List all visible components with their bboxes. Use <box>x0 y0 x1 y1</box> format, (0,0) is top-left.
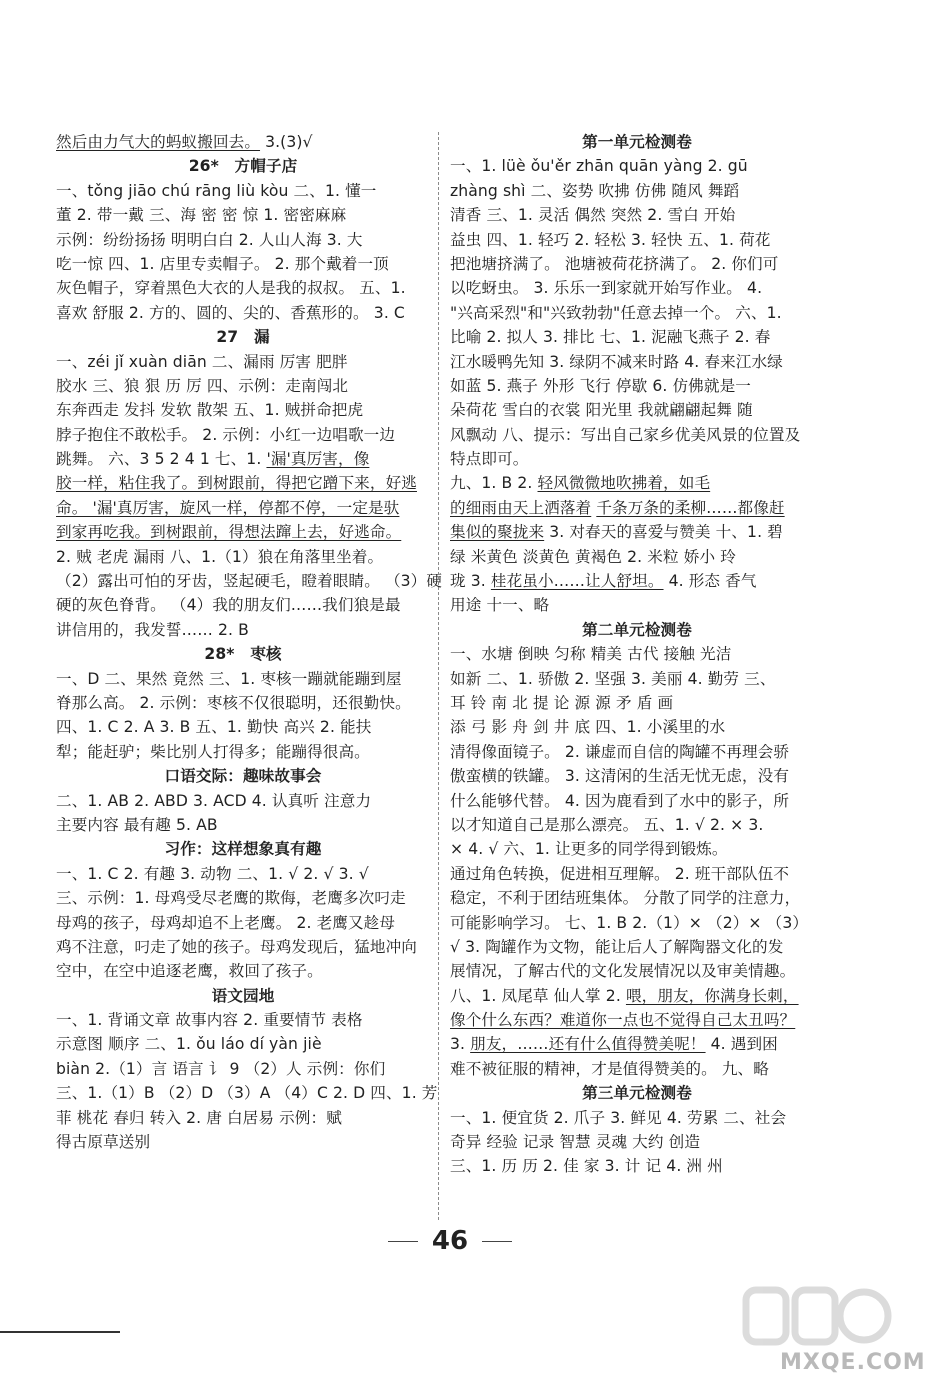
answer-line <box>450 569 824 593</box>
answer-text: 3. 对春天的喜爱与赞美 十、1. 碧 <box>544 523 783 542</box>
answer-line <box>56 496 430 520</box>
bottom-rule <box>0 1331 120 1333</box>
answer-line: 奇异 经验 记录 智慧 灵魂 大约 创造 <box>450 1133 701 1152</box>
answer-line: 一、D 二、果然 竟然 三、1. 枣核一蹦就能蹦到屋 <box>56 669 402 688</box>
answer-line: 以才知道自己是那么漂亮。 五、1. √ 2. × 3. <box>450 815 764 834</box>
answer-text: 4. 遇到困 <box>705 1035 778 1054</box>
answer-line: 吃一惊 四、1. 店里专卖帽子。 2. 那个戴着一顶 <box>56 254 389 273</box>
answer-line: 风飘动 八、提示：写出自己家乡优美风景的位置及 <box>450 425 801 444</box>
answer-line: "兴高采烈"和"兴致勃勃"任意去掉一个。 六、1. <box>450 303 782 322</box>
watermark-logo <box>740 1280 890 1352</box>
answer-line: 三、1.（1）B （2）D （3）A （4）C 2. D 四、1. 芳 <box>56 1084 438 1103</box>
underlined-answer: 胶一样，粘住我了。到树跟前，得把它蹭下来，好逃 <box>56 474 417 493</box>
answer-line <box>450 1008 824 1032</box>
answer-line: 一、1. 背诵文章 故事内容 2. 重要情节 表格 <box>56 1011 363 1030</box>
answer-line: 难不被征服的精神，才是值得赞美的。 九、略 <box>450 1059 769 1078</box>
underlined-answer: 朋友，……还有什么值得赞美呢！ <box>470 1035 706 1054</box>
answer-line: 添 弓 影 舟 剑 井 底 四、1. 小溪里的水 <box>450 718 726 737</box>
answer-line <box>450 520 824 544</box>
answer-line: 三、1. 历 历 2. 佳 家 3. 计 记 4. 洲 州 <box>450 1157 723 1176</box>
answer-line: 如蓝 5. 燕子 外形 飞行 停歇 6. 仿佛就是一 <box>450 376 751 395</box>
answer-line: 示意图 顺序 二、1. ǒu láo dí yàn jiè <box>56 1035 322 1054</box>
left-column <box>56 130 443 1154</box>
answer-line: 一、1. lüè ǒu'ěr zhān quān yàng 2. gū <box>450 157 748 176</box>
answer-line: 稳定，不利于团结班集体。 分散了同学的注意力， <box>450 889 801 908</box>
answer-line: 脊那么高。 2. 示例：枣核不仅很聪明，还很勤快。 <box>56 693 411 712</box>
answer-line: zhàng shì 二、姿势 吹拂 仿佛 随风 舞蹈 <box>450 181 740 200</box>
answer-text: 4. 形态 香气 <box>663 572 757 591</box>
answer-line <box>450 984 824 1008</box>
answer-line: 通过角色转换，促进相互理解。 2. 班干部队伍不 <box>450 864 790 883</box>
answer-line: 犁；能赶驴；柴比别人打得多；能蹦得很高。 <box>56 742 370 761</box>
underlined-answer: '漏'真厉害，像 <box>266 450 370 469</box>
answer-line: 什么能够代替。 4. 因为鹿看到了水中的影子，所 <box>450 791 790 810</box>
answer-line: 展情况，了解古代的文化发展情况以及审美情趣。 <box>450 962 796 981</box>
answer-line: 益虫 四、1. 轻巧 2. 轻松 3. 轻快 五、1. 荷花 <box>450 230 771 249</box>
answer-line: 朵荷花 雪白的衣裳 阳光里 我就翩翩起舞 随 <box>450 401 753 420</box>
underlined-answer: 到家再吃我。到树跟前，得想法蹿上去，好逃命。 <box>56 523 402 542</box>
answer-text: 八、1. 凤尾草 仙人掌 2. <box>450 986 626 1005</box>
answer-line: 傲蛮横的铁罐。 3. 这清闲的生活无忧无虑，没有 <box>450 767 790 786</box>
section-heading: 28* 枣核 <box>204 645 282 664</box>
section-heading: 习作：这样想象真有趣 <box>164 840 322 859</box>
answer-line: biàn 2.（1）言 语言 讠 9 （2）人 示例：你们 <box>56 1059 386 1078</box>
answer-line: 特点即可。 <box>450 450 529 469</box>
answer-line: 三、示例：1. 母鸡受尽老鹰的欺侮，老鹰多次叼走 <box>56 889 406 908</box>
answer-line: 一、1. 便宜货 2. 爪子 3. 鲜见 4. 劳累 二、社会 <box>450 1108 787 1127</box>
answer-line: √ 3. 陶罐作为文物，能让后人了解陶器文化的发 <box>450 937 784 956</box>
answer-line <box>56 447 430 471</box>
answer-line: 硬的灰色脊背。 （4）我的朋友们……我们狼是最 <box>56 596 401 615</box>
answer-line: （2）露出可怕的牙齿，竖起硬毛，瞪着眼睛。 （3）硬 <box>56 572 443 591</box>
answer-line: 董 2. 带一戴 三、海 密 密 惊 1. 密密麻麻 <box>56 206 347 225</box>
answer-line: 一、tǒng jiāo chú rāng liù kòu 二、1. 懂一 <box>56 181 377 200</box>
answer-line: 示例：纷纷扬扬 明明白白 2. 人山人海 3. 大 <box>56 230 363 249</box>
answer-line: 菲 桃花 春归 转入 2. 唐 白居易 示例：赋 <box>56 1108 342 1127</box>
watermark-url: MXQE.COM <box>780 1350 926 1375</box>
footer-dash-left <box>388 1241 418 1242</box>
answer-text: 3.(3)√ <box>260 133 313 151</box>
answer-line: 喜欢 舒服 2. 方的、圆的、尖的、香蕉形的。 3. C <box>56 303 405 322</box>
underlined-answer: 命。 '漏'真厉害，旋风一样，停都不停，一定是驮 <box>56 498 400 517</box>
section-heading: 27 漏 <box>216 328 270 347</box>
answer-line: 如新 二、1. 骄傲 2. 坚强 3. 美丽 4. 勤劳 三、 <box>450 669 776 688</box>
section-heading: 语文园地 <box>211 986 275 1005</box>
answer-text: 跳舞。 六、3 5 2 4 1 七、1. <box>56 450 267 469</box>
answer-line: 脖子抱住不敢松手。 2. 示例：小红一边唱歌一边 <box>56 425 396 444</box>
section-heading: 口语交际：趣味故事会 <box>164 767 322 786</box>
answer-line: 空中，在空中追逐老鹰，救回了孩子。 <box>56 962 323 981</box>
answer-line: 东奔西走 发抖 发软 散架 五、1. 贼拼命把虎 <box>56 401 364 420</box>
column-divider <box>438 132 439 1220</box>
section-heading: 第二单元检测卷 <box>582 620 692 639</box>
answer-text: 珑 3. <box>450 572 491 591</box>
answer-line <box>450 471 824 495</box>
section-heading: 第一单元检测卷 <box>582 133 692 151</box>
answer-line: 用途 十一、略 <box>450 596 550 615</box>
answer-line: 耳 铃 南 北 提 论 源 源 矛 盾 画 <box>450 693 674 712</box>
section-heading: 26* 方帽子店 <box>188 157 298 176</box>
answer-line: 主要内容 最有趣 5. AB <box>56 815 218 834</box>
answer-line: 清得像面镜子。 2. 谦虚而自信的陶罐不再理会骄 <box>450 742 790 761</box>
answer-line: 讲信用的，我发誓…… 2. B <box>56 620 249 639</box>
answer-line: × 4. √ 六、1. 让更多的同学得到锻炼。 <box>450 840 728 859</box>
answer-line <box>56 520 430 544</box>
answer-line: 清香 三、1. 灵活 偶然 突然 2. 雪白 开始 <box>450 206 736 225</box>
answer-line: 可能影响学习。 七、1. B 2.（1）× （2）× （3） <box>450 913 809 932</box>
answer-line: 二、1. AB 2. ABD 3. ACD 4. 认真听 注意力 <box>56 791 372 810</box>
answer-line: 绿 米黄色 淡黄色 黄褐色 2. 米粒 娇小 玲 <box>450 547 736 566</box>
underlined-answer: 集似的聚拢来 <box>450 523 545 542</box>
underlined-answer: 的细雨由天上洒落着 <box>450 498 592 517</box>
answer-line: 胶水 三、狼 狠 历 厉 四、示例：走南闯北 <box>56 376 349 395</box>
answer-line: 江水暖鸭先知 3. 绿阴不减来时路 4. 春来江水绿 <box>450 352 783 371</box>
underlined-answer: 喂，朋友，你满身长刺， <box>625 986 799 1005</box>
answer-line: 鸡不注意，叼走了她的孩子。母鸡发现后，猛地冲向 <box>56 937 417 956</box>
underlined-answer: 轻风微微地吹拂着，如毛 <box>537 474 711 493</box>
answer-text: 九、1. B 2. <box>450 474 538 493</box>
answer-line: 一、水塘 倒映 匀称 精美 古代 接触 光洁 <box>450 645 732 664</box>
right-column <box>450 130 824 1179</box>
page-number: 46 <box>431 1226 469 1256</box>
underlined-answer: 千条万条的柔柳……都像赶 <box>596 498 785 517</box>
answer-line: 以吃蚜虫。 3. 乐乐一到家就开始写作业。 4. <box>450 279 763 298</box>
answer-line: 2. 贼 老虎 漏雨 八、1.（1）狼在角落里坐着。 <box>56 547 384 566</box>
answer-line <box>56 130 430 154</box>
answer-line: 一、zéi jǐ xuàn diān 二、漏雨 厉害 肥胖 <box>56 352 348 371</box>
footer-dash-right <box>482 1241 512 1242</box>
answer-line <box>450 1032 824 1056</box>
answer-line: 一、1. C 2. 有趣 3. 动物 二、1. √ 2. √ 3. √ <box>56 864 369 883</box>
answer-line: 灰色帽子，穿着黑色大衣的人是我的叔叔。 五、1. <box>56 279 406 298</box>
page-footer <box>0 1226 900 1256</box>
section-heading: 第三单元检测卷 <box>582 1084 692 1103</box>
answer-line <box>56 471 430 495</box>
answer-line: 把池塘挤满了。 池塘被荷花挤满了。 2. 你们可 <box>450 254 779 273</box>
underlined-answer: 然后由力气大的蚂蚁搬回去。 <box>56 133 261 151</box>
underlined-answer: 桂花虽小……让人舒坦。 <box>490 572 664 591</box>
answer-line: 得古原草送别 <box>56 1133 151 1152</box>
underlined-answer: 像个什么东西？难道你一点也不觉得自己太丑吗？ <box>450 1011 796 1030</box>
answer-line <box>450 496 824 520</box>
answer-text: 3. <box>450 1035 471 1054</box>
answer-line: 比喻 2. 拟人 3. 排比 七、1. 泥融飞燕子 2. 春 <box>450 328 771 347</box>
answer-line: 四、1. C 2. A 3. B 五、1. 勤快 高兴 2. 能扶 <box>56 718 372 737</box>
answer-line: 母鸡的孩子，母鸡却追不上老鹰。 2. 老鹰又趁母 <box>56 913 396 932</box>
